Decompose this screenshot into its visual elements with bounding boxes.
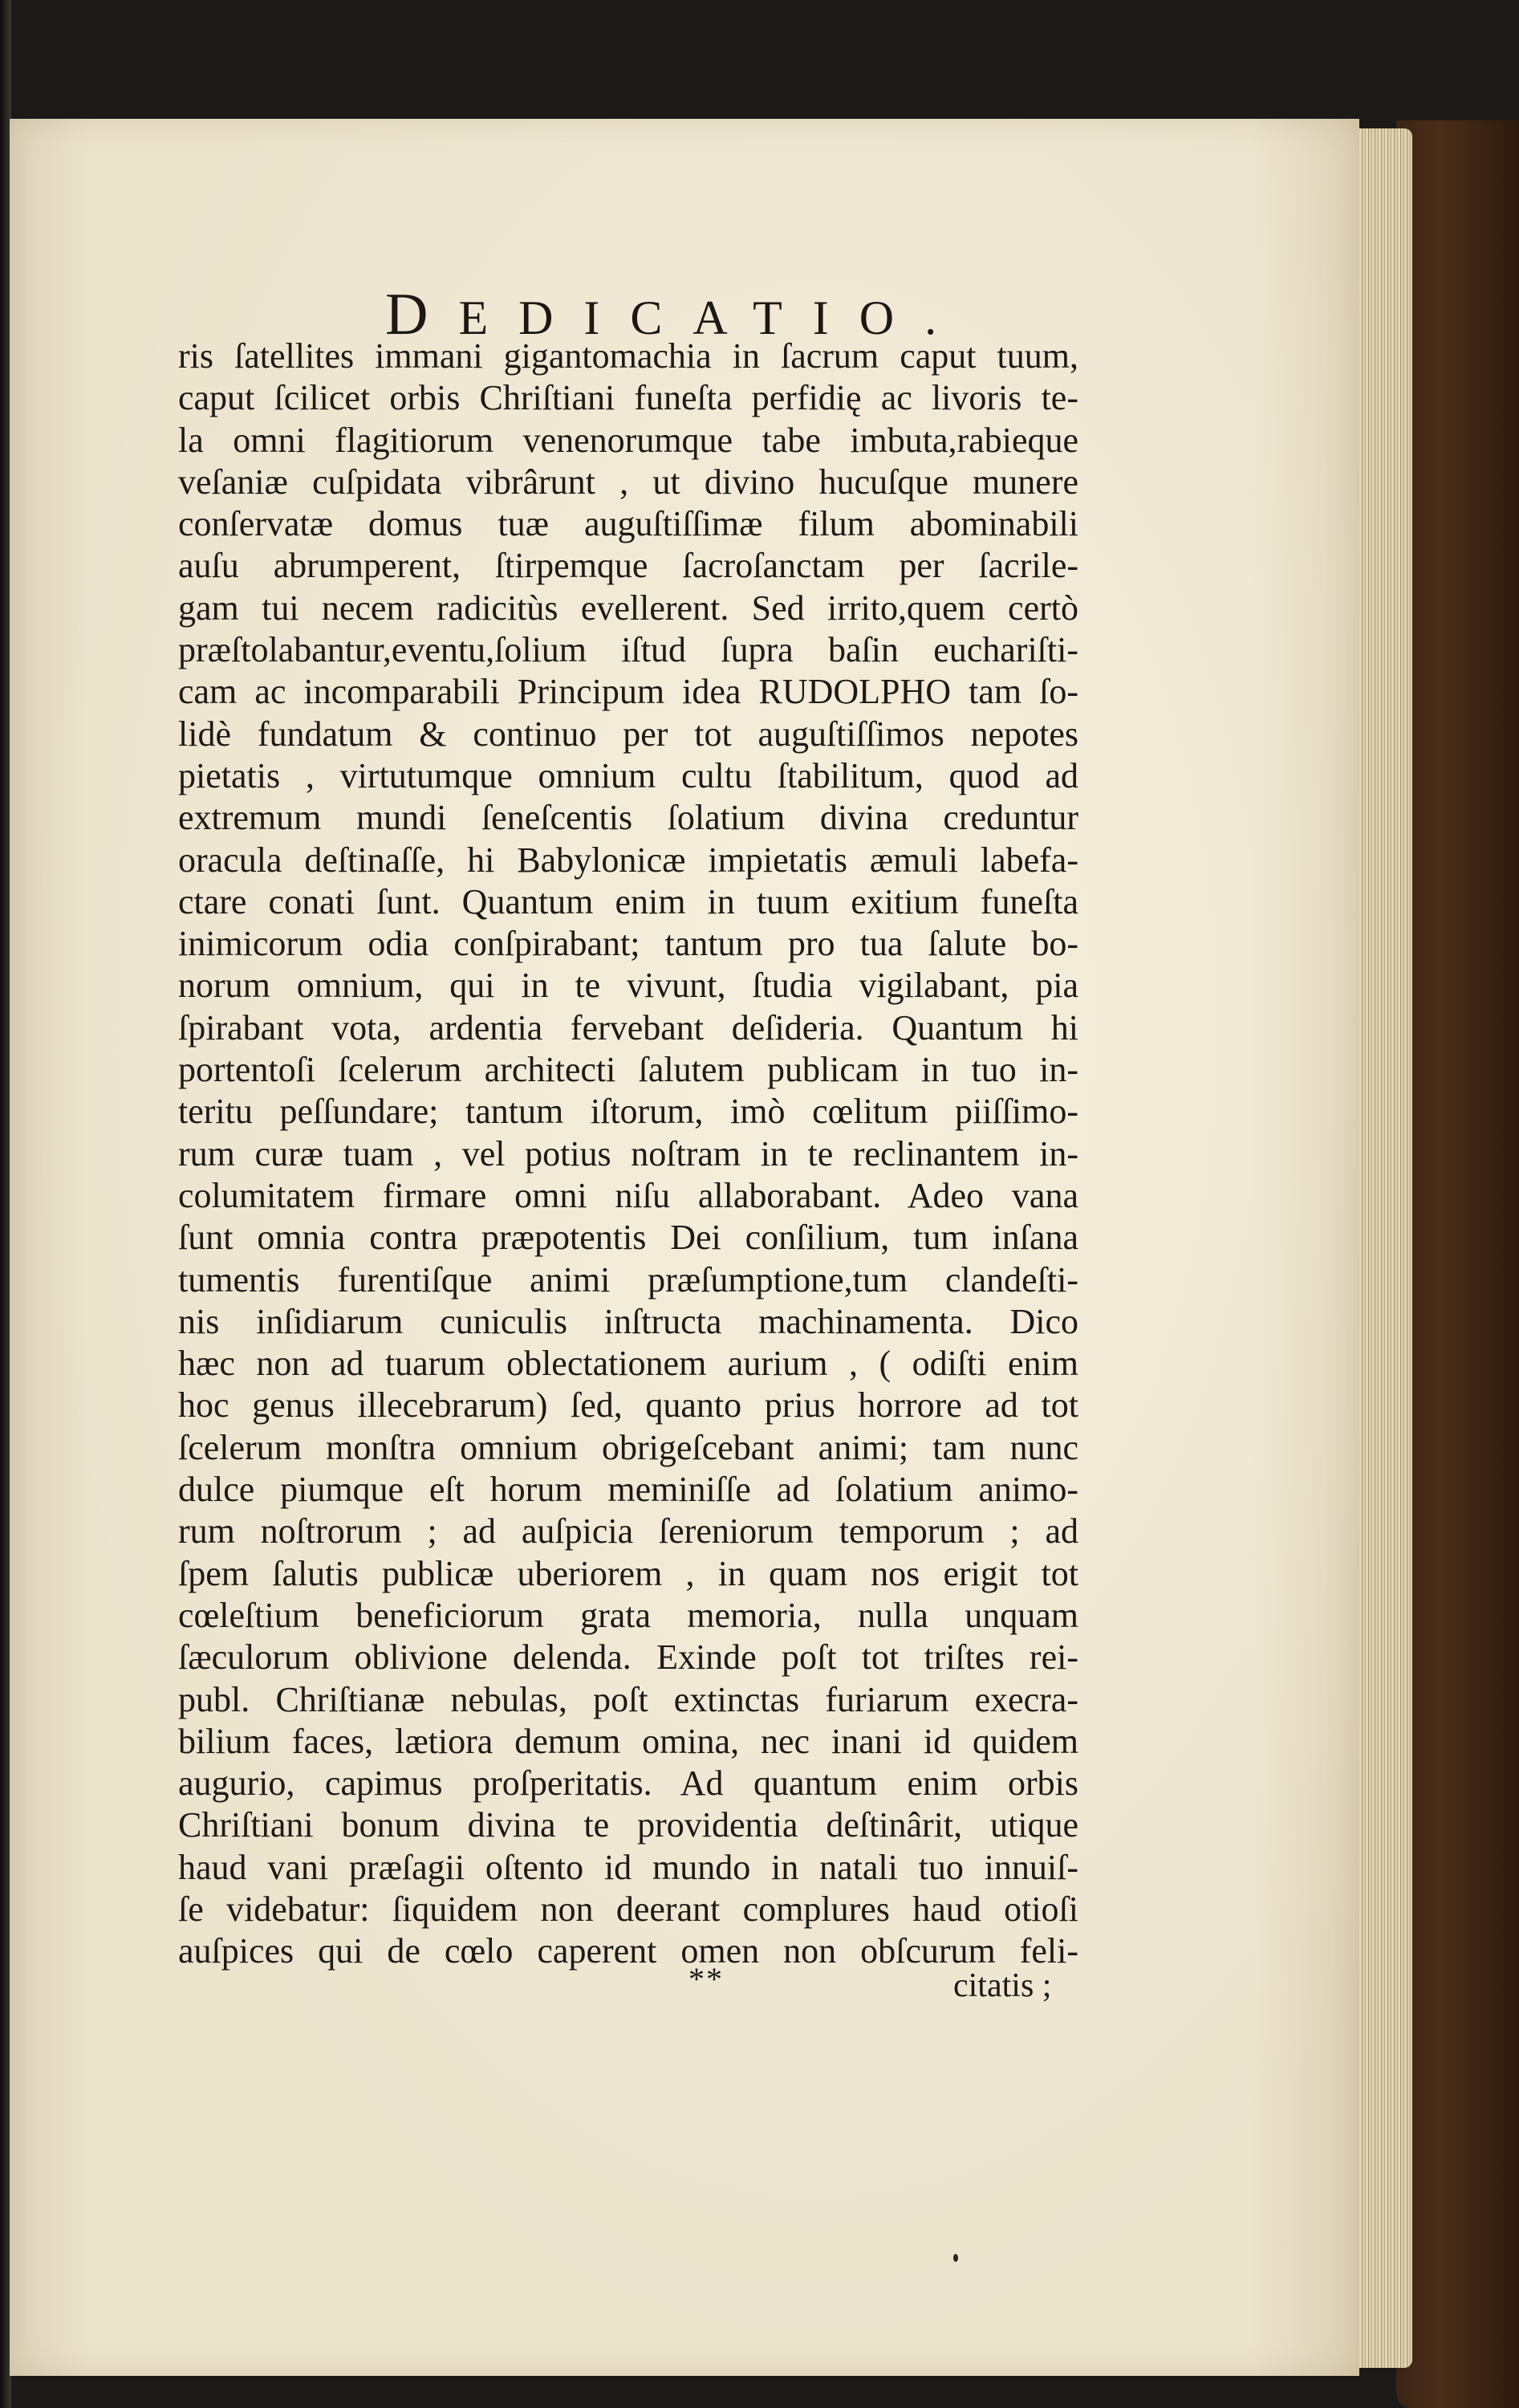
body-text <box>178 336 1078 1973</box>
text-line: ſæculorum oblivione delenda. Exinde poſt tot triſtes rei- <box>178 1637 1078 1678</box>
text-line: inimicorum odia conſpirabant; tantum pro tua ſalute bo- <box>178 924 1078 964</box>
text-line: bilium faces, lætiora demum omina, nec inani id quidem <box>178 1721 1078 1761</box>
text-line: veſaniæ cuſpidata vibrârunt , ut divino hucuſque munere <box>178 462 1078 502</box>
text-line: columitatem firmare omni niſu allaborabant. Adeo vana <box>178 1175 1078 1215</box>
text-line: haud vani præſagii oſtento id mundo in natali tuo innuiſ- <box>178 1847 1078 1887</box>
text-line: ctare conati ſunt. Quantum enim in tuum exitium funeſta <box>178 881 1078 921</box>
text-line: gam tui necem radicitùs evellerent. Sed irrito,quem certò <box>178 588 1078 628</box>
text-line: dulce piumque eſt horum meminiſſe ad ſolatium animo- <box>178 1470 1078 1510</box>
text-line: augurio, capimus proſperitatis. Ad quantum enim orbis <box>178 1763 1078 1804</box>
text-line: auſpices qui de cœlo caperent omen non obſcurum feli- <box>178 1931 1078 1971</box>
heading-initial: D <box>385 282 459 348</box>
text-line: hæc non ad tuarum oblectationem aurium , ( odiſti enim <box>178 1344 1078 1384</box>
text-line: cam ac incomparabili Principum idea RUDOLPHO tam ſo- <box>178 672 1078 712</box>
text-line: norum omnium, qui in te vivunt, ſtudia vigilabant, pia <box>178 966 1078 1006</box>
text-line: oracula deſtinaſſe, hi Babylonicæ impietatis æmuli labefa- <box>178 840 1078 880</box>
ink-speck <box>953 2254 958 2262</box>
text-line: teritu peſſundare; tantum iſtorum, imò cœlitum piiſſimo- <box>178 1092 1078 1132</box>
text-line: cœleſtium beneficiorum grata memoria, nulla unquam <box>178 1595 1078 1635</box>
text-line: caput ſcilicet orbis Chriſtiani funeſta perfidię ac livoris te- <box>178 378 1078 418</box>
text-line: extremum mundi ſeneſcentis ſolatium divina creduntur <box>178 798 1078 838</box>
text-line: ſpem ſalutis publicæ uberiorem , in quam nos erigit tot <box>178 1553 1078 1593</box>
text-line: tumentis furentiſque animi præſumptione,tum clandeſti- <box>178 1259 1078 1300</box>
text-line: ſunt omnia contra præpotentis Dei conſilium, tum inſana <box>178 1218 1078 1258</box>
text-line: ris ſatellites immani gigantomachia in ſacrum caput tuum, <box>178 336 1078 376</box>
text-line: pietatis , virtutumque omnium cultu ſtabilitum, quod ad <box>178 755 1078 795</box>
text-line: rum curæ tuam , vel potius noſtram in te reclinantem in- <box>178 1133 1078 1173</box>
text-line: ſe videbatur: ſiquidem non deerant complures haud otioſi <box>178 1889 1078 1929</box>
text-line: conſervatæ domus tuæ auguſtiſſimæ filum abominabili <box>178 504 1078 544</box>
text-line: præſtolabantur,eventu,ſolium iſtud ſupra baſin euchariſti- <box>178 630 1078 670</box>
text-line: auſu abrumperent, ſtirpemque ſacroſanctam per ſacrile- <box>178 546 1078 586</box>
text-line: ſpirabant vota, ardentia fervebant deſideria. Quantum hi <box>178 1007 1078 1047</box>
text-line: rum noſtrorum ; ad auſpicia ſereniorum temporum ; ad <box>178 1511 1078 1552</box>
text-line: ſcelerum monſtra omnium obrigeſcebant animi; tam nunc <box>178 1427 1078 1467</box>
text-line: la omni flagitiorum venenorumque tabe imbuta,rabieque <box>178 420 1078 460</box>
text-line: publ. Chriſtianæ nebulas, poſt extinctas furiarum execra- <box>178 1679 1078 1719</box>
page-edges <box>1356 128 1412 2368</box>
text-line: lidè fundatum & continuo per tot auguſtiſſimos nepotes <box>178 714 1078 754</box>
heading-rest: EDICATIO. <box>458 291 968 344</box>
text-line: hoc genus illecebrarum) ſed, quanto prius horrore ad tot <box>178 1385 1078 1426</box>
text-line: nis inſidiarum cuniculis inſtructa machinamenta. Dico <box>178 1301 1078 1341</box>
leather-cover <box>1396 120 1519 2408</box>
catchword: citatis ; <box>953 1967 1052 2004</box>
text-line: portentoſi ſcelerum architecti ſalutem publicam in tuo in- <box>178 1050 1078 1090</box>
signature-mark: ** <box>688 1961 724 1997</box>
text-line: Chriſtiani bonum divina te providentia deſtinârit, utique <box>178 1805 1078 1845</box>
